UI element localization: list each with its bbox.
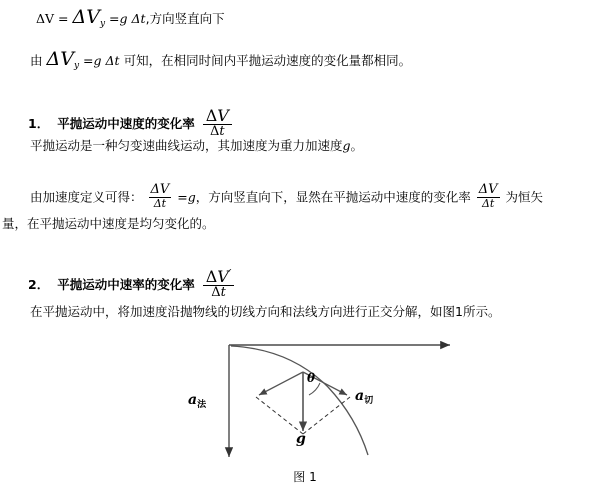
heading-2-fraction-numerator: ΔV′ (205, 267, 232, 286)
fraction-2-denominator: Δt (477, 197, 500, 210)
heading-1-fraction (203, 108, 232, 138)
g-symbol-4: g (187, 189, 196, 205)
paragraph-1-text: 平抛运动是一种匀变速曲线运动，其加速度为重力加速度 (30, 138, 343, 153)
label-angle-theta: θ (307, 371, 316, 385)
equals-sign-3: = (83, 53, 94, 68)
paragraph-2-middle-text: ，方向竖直向下，显然在平抛运动中速度的变化率 (195, 189, 471, 205)
delta-v-rhs: ΔV (72, 6, 100, 28)
line-1-tail-text: ,方向竖直向下 (145, 11, 225, 26)
figure-caption: 图 1 (293, 470, 317, 484)
fraction-1-numerator: ΔV (150, 182, 170, 197)
dashed-line-normal-to-g (256, 397, 303, 434)
section-heading-1 (28, 108, 232, 138)
figure-svg (180, 335, 480, 470)
heading-1-fraction-numerator: ΔV (205, 106, 229, 125)
fraction-1-denominator: Δt (149, 197, 172, 210)
paragraph-2-prefix: 由加速度定义可得： (30, 189, 143, 205)
paragraph-2 (30, 183, 543, 209)
figure-projectile-decomposition (180, 335, 480, 470)
delta-v-lhs: ΔV (36, 11, 55, 26)
heading-1-text: 平抛运动中速度的变化率 (57, 116, 195, 131)
paragraph-3 (30, 306, 500, 319)
paragraph-1-period: 。 (350, 138, 364, 153)
normal-acceleration-vector (259, 372, 303, 395)
paragraph-2-tail-text: 为恒矢 (505, 189, 544, 205)
paragraph-2-continuation (2, 218, 215, 231)
subscript-y-2: y (73, 61, 80, 71)
equals-sign-4: = (177, 189, 188, 205)
prime-mark: ′ (228, 267, 232, 280)
delta-v-2: ΔV (46, 48, 74, 70)
paragraph-1 (30, 140, 363, 153)
section-heading-2 (28, 268, 234, 299)
label-gravity: g (296, 431, 306, 447)
paragraph-3-text: 在平抛运动中，将加速度沿抛物线的切线方向和法线方向进行正交分解，如图1所示。 (30, 304, 501, 319)
g-symbol-3: g (342, 138, 351, 153)
fraction-2-numerator: ΔV (478, 182, 498, 197)
heading-2-fraction-denominator: Δt (203, 285, 235, 299)
equals-sign-2: = (109, 11, 120, 26)
paragraph-2-fraction-1 (149, 183, 172, 209)
heading-2-number: 2． (28, 277, 50, 292)
heading-2-text: 平抛运动中速率的变化率 (57, 277, 195, 292)
subscript-y-1: y (99, 19, 106, 29)
paragraph-2-fraction-2 (477, 183, 500, 209)
heading-2-fraction (203, 268, 235, 299)
equals-sign-1: = (58, 11, 69, 26)
dashed-line-g-to-tangential (303, 397, 350, 434)
label-normal-acceleration: $a_法$ (188, 392, 207, 410)
heading-1-number: 1． (28, 116, 50, 131)
equation-line-2 (30, 50, 411, 71)
delta-t-1: Δt (131, 11, 146, 26)
label-tangential-acceleration: $a_切$ (355, 388, 374, 406)
line-2-prefix: 由 (30, 53, 43, 68)
delta-t-2: Δt (105, 53, 120, 68)
g-symbol-2: g (93, 53, 102, 68)
paragraph-2-continuation-text: 量，在平抛运动中速度是均匀变化的。 (2, 216, 215, 231)
heading-1-fraction-denominator: Δt (203, 124, 232, 138)
equation-line-1 (36, 8, 225, 29)
line-2-tail-text: 可知，在相同时间内平抛运动速度的变化量都相同。 (123, 53, 412, 68)
g-symbol-1: g (119, 11, 128, 26)
